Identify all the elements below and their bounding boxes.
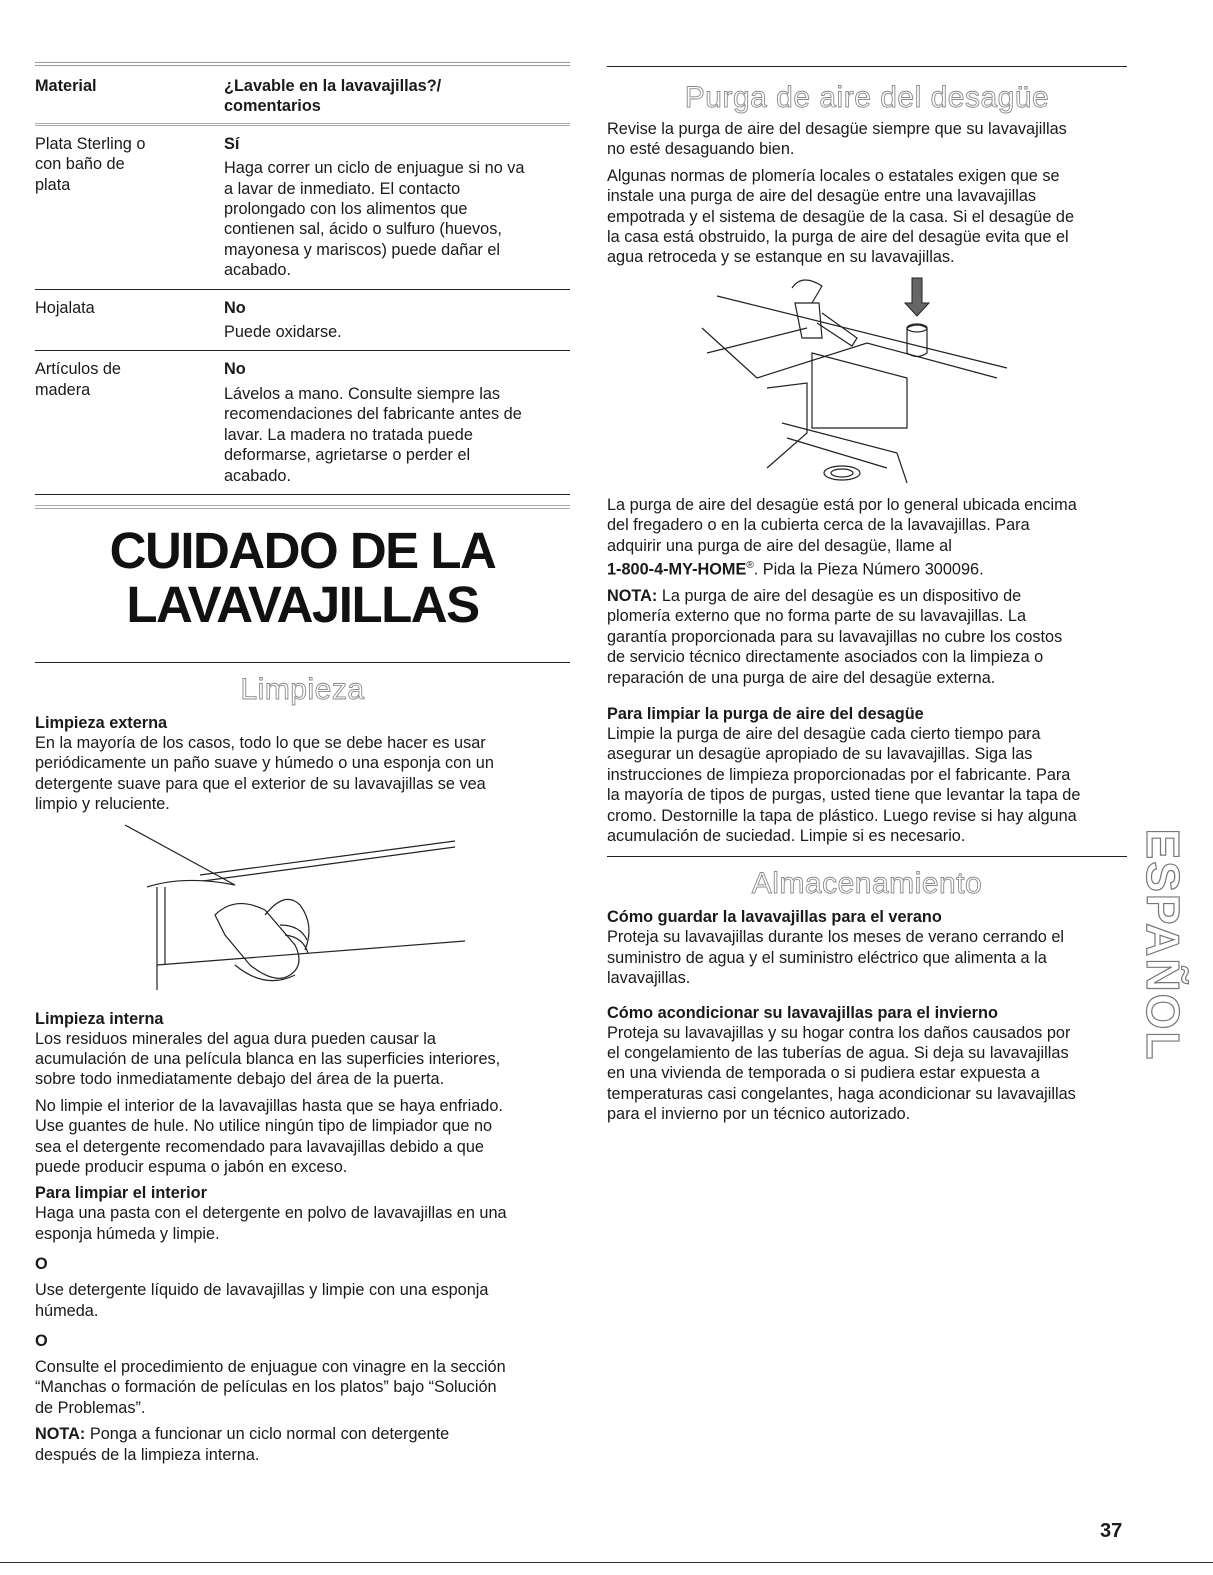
subheading-limpiar-purga: Para limpiar la purga de aire del desagüe <box>607 704 924 723</box>
door-wipe-illustration <box>35 815 570 1005</box>
paragraph-line: Revise la purga de aire del desagüe siempre que su lavavajillas <box>607 120 1067 138</box>
paragraph-line: Use guantes de hule. No utilice ningún tipo de limpiador que no <box>35 1117 493 1136</box>
right-column <box>607 62 1127 1125</box>
paragraph-line: Proteja su lavavajillas durante los meses de verano cerrando el <box>607 928 1065 947</box>
row-comment-line: Puede oxidarse. <box>224 323 342 342</box>
row-answer: No <box>224 298 246 317</box>
paragraph-line: adquirir una purga de aire del desagüe, llame al <box>607 536 952 555</box>
subheading-verano: Cómo guardar la lavavajillas para el verano <box>607 908 942 927</box>
phone-number: 1-800-4-MY-HOME <box>607 560 747 579</box>
main-title: CUIDADO DE LA LAVAVAJILLAS <box>109 521 496 633</box>
row-comment-line: contienen sal, ácido o sulfuro (huevos, <box>224 220 502 239</box>
note-label: NOTA: <box>35 1425 86 1444</box>
row-comment-line: deformarse, agrietarse o perder el <box>224 446 471 465</box>
paragraph-line: Limpie la purga de aire del desagüe cada cierto tiempo para <box>607 724 1041 743</box>
table-row <box>35 351 570 494</box>
or-separator: O <box>35 1255 48 1274</box>
note-label: NOTA: <box>607 586 658 605</box>
section-rule <box>607 856 1127 857</box>
paragraph-line: garantía proporcionada para su lavavajillas no cubre los costos <box>607 627 1063 646</box>
section-title-purga: Purga de aire del desagüe <box>684 81 1050 114</box>
note-paragraph: NOTA: La purga de aire del desagüe es un dispositivo de <box>607 586 1022 605</box>
row-comment-line: a lavar de inmediato. El contacto <box>224 179 461 198</box>
row-material-line: con baño de <box>35 155 125 174</box>
paragraph-line: asegurar un desagüe apropiado de su lavavajillas. Siga las <box>607 745 1033 764</box>
paragraph-line: La purga de aire del desagüe está por lo general ubicada encima <box>607 495 1077 514</box>
paragraph-line: empotrada y el sistema de desagüe de la casa. Si el desagüe de <box>607 207 1075 226</box>
section-title-limpieza: Limpieza <box>240 672 365 706</box>
paragraph-line: plomería externo que no forma parte de su lavavajillas. La <box>607 607 1027 626</box>
phone-line: 1-800-4-MY-HOME®. Pida la Pieza Número 300096. <box>607 560 984 579</box>
paragraph-line: el congelamiento de las tuberías de agua. Si deja su lavavajillas <box>607 1043 1069 1062</box>
or-separator: O <box>35 1332 48 1350</box>
section-rule <box>607 66 1127 67</box>
header-comments-1: ¿Lavable en la lavavajillas?/ <box>224 77 442 95</box>
paragraph-line: cromo. Destornille la tapa de plástico. Luego revise si hay alguna <box>607 806 1077 825</box>
paragraph-line: instale una purga de aire del desagüe entre una lavavajillas <box>607 187 1037 206</box>
paragraph-line: Los residuos minerales del agua dura pueden causar la <box>35 1029 436 1048</box>
paragraph-line: puede producir espuma o jabón en exceso. <box>35 1157 348 1176</box>
paragraph-line: sobre todo inmediatamente debajo del área de la puerta. <box>35 1070 445 1089</box>
subheading-limpiar-interior: Para limpiar el interior <box>35 1184 207 1203</box>
row-answer: Sí <box>224 134 240 153</box>
paragraph-line: “Manchas o formación de películas en los platos” bajo “Solución <box>35 1378 497 1397</box>
subheading-invierno: Cómo acondicionar su lavavajillas para el invierno <box>607 1003 998 1022</box>
row-comment-line: prolongado con los alimentos que <box>224 200 468 219</box>
paragraph-line: suministro de agua y el suministro eléctrico que alimenta a la <box>607 948 1047 967</box>
paragraph-line: En la mayoría de los casos, todo lo que se debe hacer es usar <box>35 733 486 752</box>
section-rule <box>35 662 570 663</box>
paragraph-line: Consulte el procedimiento de enjuague con vinagre en la sección <box>35 1358 506 1376</box>
subheading-limpieza-externa: Limpieza externa <box>35 713 168 732</box>
paragraph-line: limpio y reluciente. <box>35 795 170 814</box>
paragraph-line: instrucciones de limpieza proporcionadas por el fabricante. Para <box>607 765 1071 784</box>
paragraph-line: acumulación de una película blanca en las superficies interiores, <box>35 1049 501 1068</box>
header-comments-2: comentarios <box>224 97 321 116</box>
row-comment-line: Lávelos a mano. Consulte siempre las <box>224 384 501 403</box>
paragraph-line: reparación de una purga de aire del desagüe externa. <box>607 668 996 687</box>
paragraph-line: Use detergente líquido de lavavajillas y limpie con una esponja <box>35 1281 489 1300</box>
note-paragraph: NOTA: Ponga a funcionar un ciclo normal con detergente <box>35 1425 450 1444</box>
row-comment-line: mayonesa y mariscos) puede dañar el <box>224 240 501 259</box>
row-material-line: madera <box>35 380 91 399</box>
row-comment-line: lavar. La madera no tratada puede <box>224 425 473 444</box>
header-material: Material <box>35 77 97 95</box>
row-answer: No <box>224 360 246 379</box>
paragraph-line: esponja húmeda y limpie. <box>35 1224 220 1243</box>
section-title-almacenamiento: Almacenamiento <box>751 867 983 901</box>
row-comment-line: Haga correr un ciclo de enjuague si no va <box>224 159 525 178</box>
paragraph-line: temperaturas casi congelantes, haga acondicionar su lavavajillas <box>607 1084 1076 1103</box>
side-language-tab: ESPAÑOL <box>1137 828 1189 1062</box>
paragraph-line: periódicamente un paño suave y húmedo o una esponja con un <box>35 754 494 773</box>
paragraph-line: después de la limpieza interna. <box>35 1445 260 1464</box>
paragraph-line: la casa está obstruido, la purga de aire del desagüe evita que el <box>607 228 1069 247</box>
paragraph-line: acumulación de suciedad. Limpie si es necesario. <box>607 826 966 845</box>
paragraph-line: de Problemas”. <box>35 1398 146 1417</box>
row-material-line: plata <box>35 175 71 194</box>
left-column <box>35 62 570 1465</box>
paragraph-line: lavavajillas. <box>607 969 691 988</box>
row-material-line: Plata Sterling o <box>35 134 146 153</box>
page-number: 37 <box>1100 1520 1123 1542</box>
paragraph-line: agua retroceda y se estanque en su lavavajillas. <box>607 248 955 267</box>
paragraph-line: sea el detergente recomendado para lavavajillas debido a que <box>35 1137 484 1156</box>
row-comment-line: recomendaciones del fabricante antes de <box>224 405 522 424</box>
table-header <box>35 62 570 123</box>
table-end-rule <box>35 505 570 509</box>
row-material-line: Hojalata <box>35 298 95 317</box>
air-gap-sink-illustration <box>607 268 1127 483</box>
row-material-line: Artículos de <box>35 360 121 379</box>
table-row <box>35 290 570 352</box>
paragraph-line: detergente suave para que el exterior de su lavavajillas se vea <box>35 774 486 793</box>
paragraph-line: de servicio técnico directamente asociados con la limpieza o <box>607 648 1044 667</box>
paragraph-line: para el invierno por un técnico autorizado. <box>607 1105 911 1124</box>
row-comment-line: acabado. <box>224 466 291 485</box>
paragraph-line: húmeda. <box>35 1301 99 1320</box>
paragraph-line: Haga una pasta con el detergente en polvo de lavavajillas en una <box>35 1204 507 1223</box>
paragraph-line: la mayoría de tipos de purgas, usted tiene que levantar la tapa de <box>607 786 1081 805</box>
paragraph-line: en una vivienda de temporada o si pudiera estar expuesta a <box>607 1064 1040 1083</box>
paragraph-line: no esté desaguando bien. <box>607 140 795 159</box>
paragraph-line: del fregadero o en la cubierta cerca de la lavavajillas. Para <box>607 516 1030 535</box>
paragraph-line: Algunas normas de plomería locales o estatales exigen que se <box>607 166 1060 185</box>
paragraph-line: No limpie el interior de la lavavajillas hasta que se haya enfriado. <box>35 1096 503 1115</box>
table-row <box>35 126 570 290</box>
bottom-rule <box>0 1562 1213 1563</box>
paragraph-line: Proteja su lavavajillas y su hogar contra los daños causados por <box>607 1023 1071 1042</box>
row-comment-line: acabado. <box>224 261 291 280</box>
subheading-limpieza-interna: Limpieza interna <box>35 1009 164 1028</box>
